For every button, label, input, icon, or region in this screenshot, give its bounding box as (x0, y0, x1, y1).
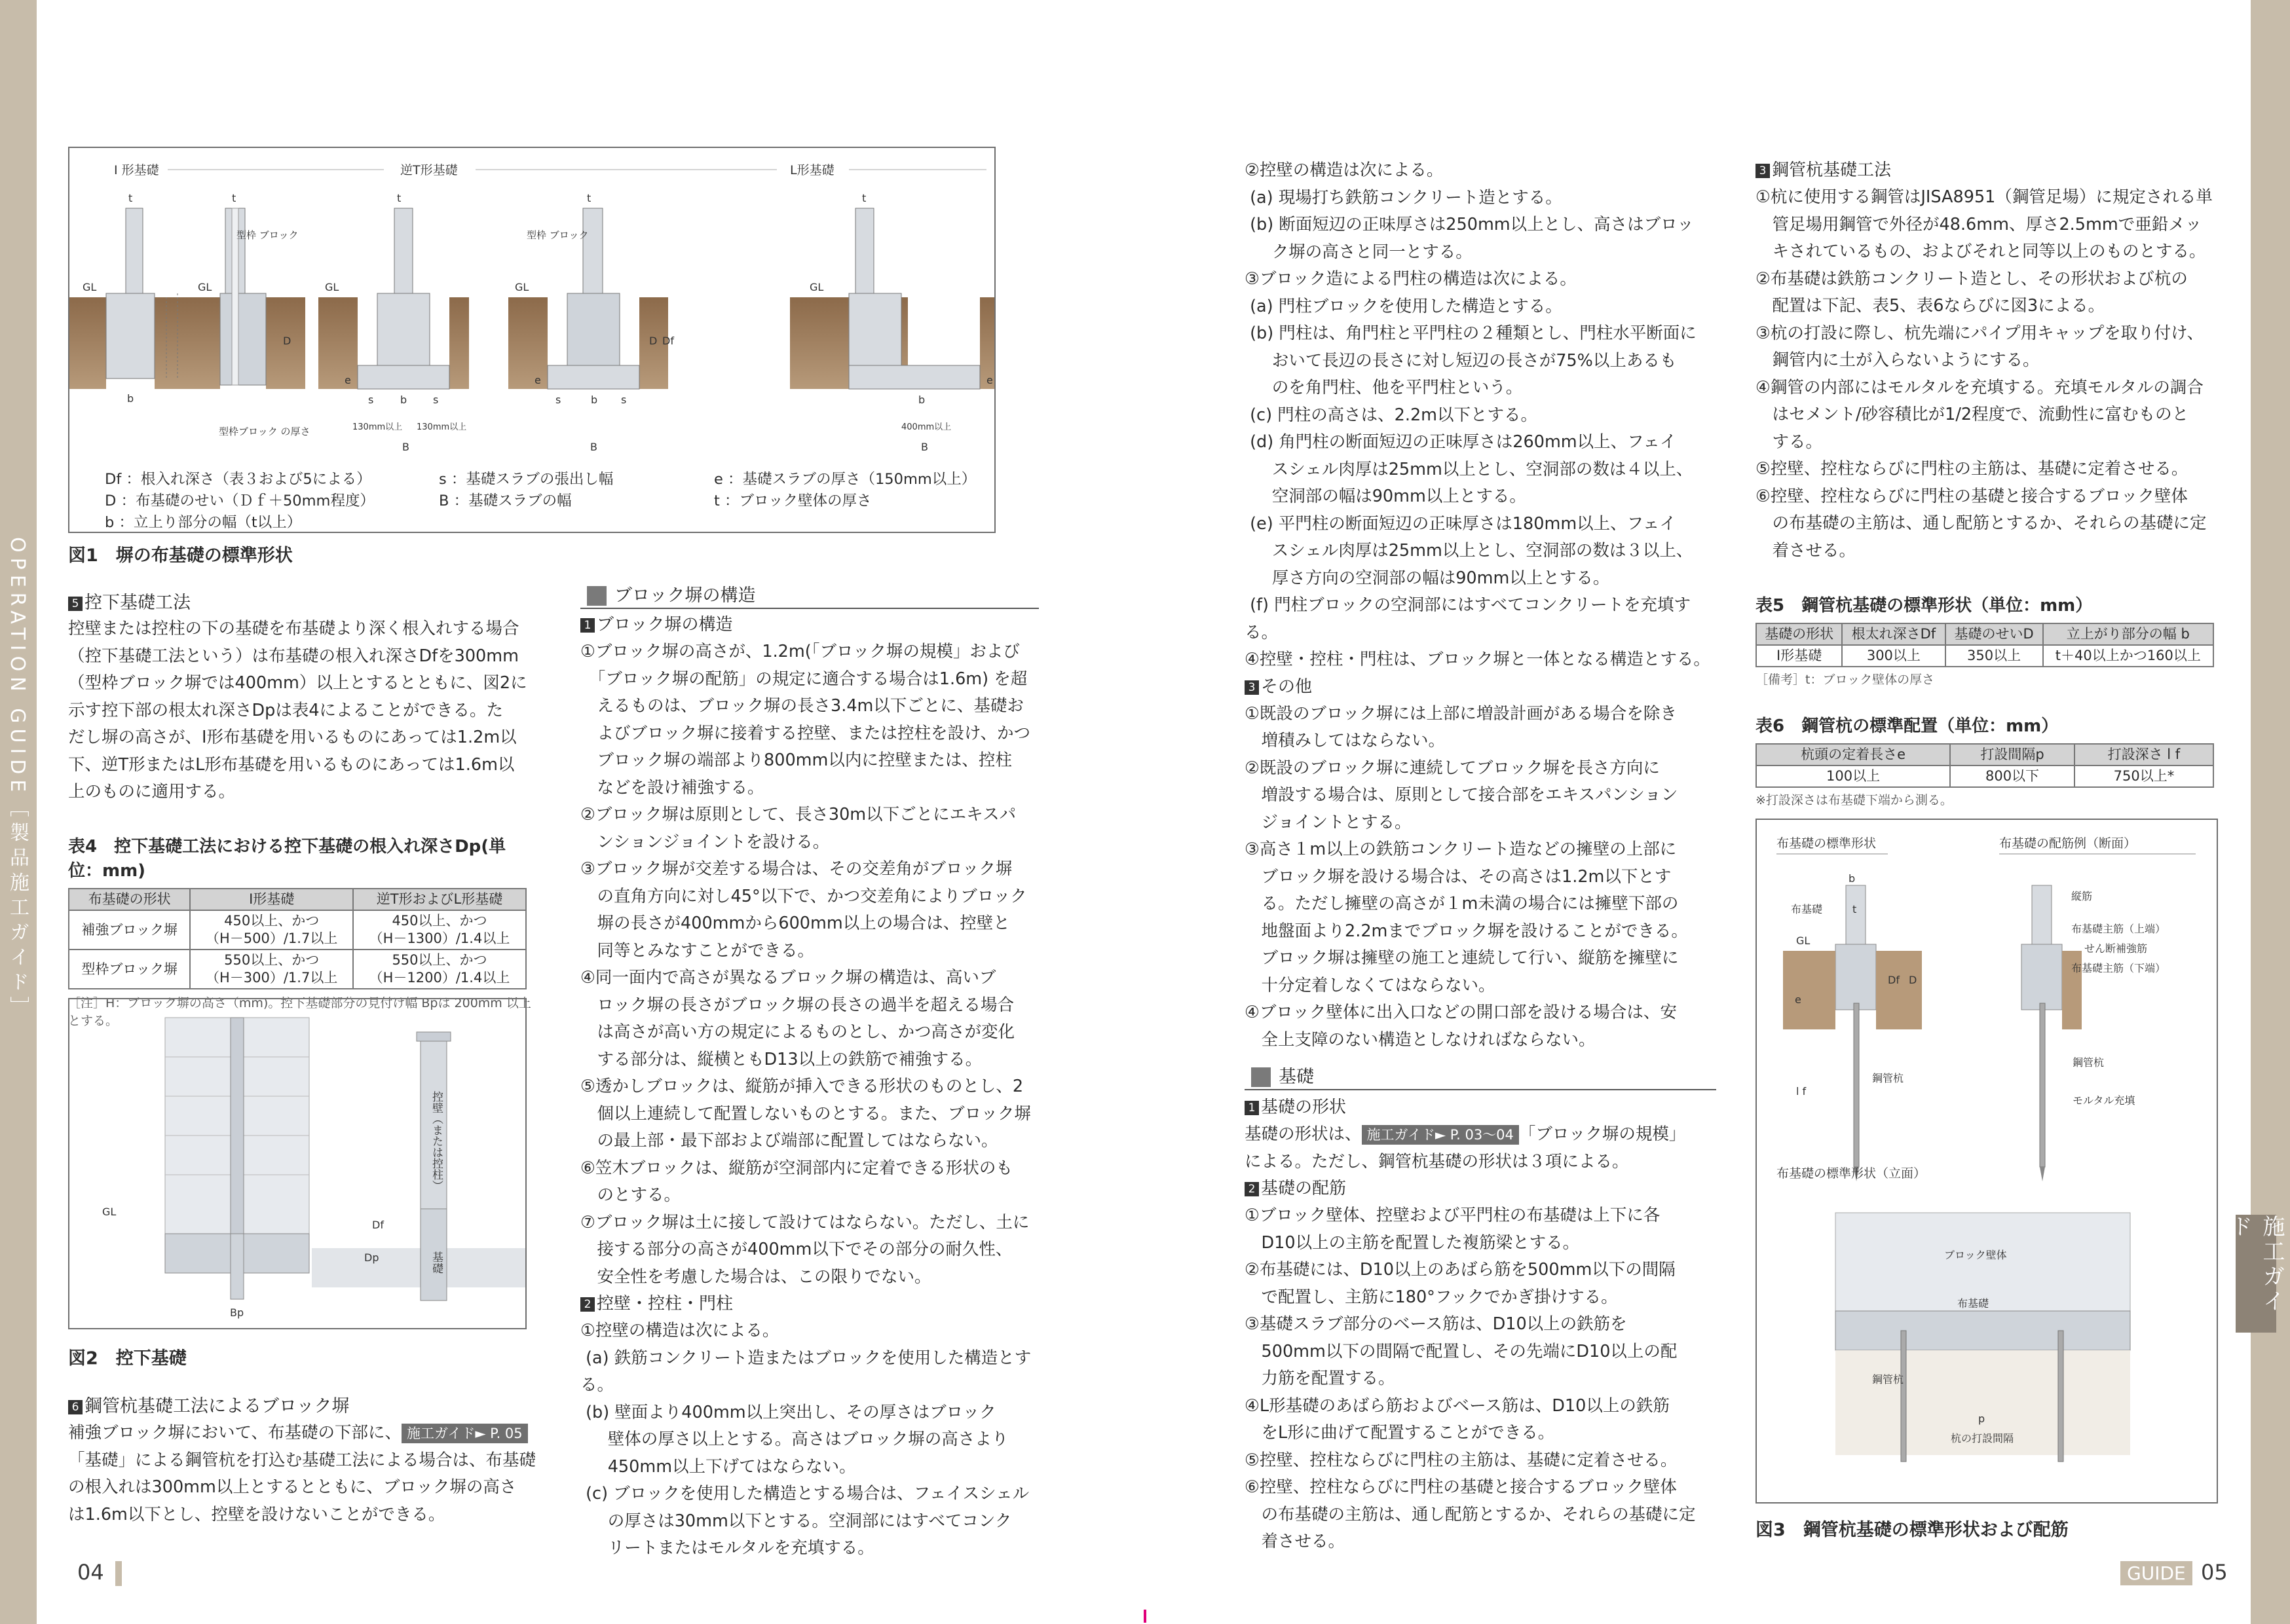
fig3-pitch: 杭の打設間隔 (1951, 1432, 2014, 1445)
page-number-right: 05 (2201, 1560, 2228, 1585)
col2-para1: ①ブロック塀の高さが、1.2m(「ブロック塀の規模」および 「ブロック塀の配筋」の規定に適合する場合は1.6m) を超 えるものは、ブロック塀の長さ3.4m以下ごとに、基礎お よびブロック塀に接着する控壁、または控柱を設け、かつ ブロック塀の端部より800mm以内に控壁または、控柱 などを設け補強する。 ②ブロック塀は原則として、長さ30m以下ごとにエキスパ ンションジョイントを設ける。 ③ブロック塀が交差する場合は、その交差角がブロック塀 の直角方向に対し45°以下で、かつ交差角によりブロック 塀の長さが400mmから600mm以上の場合は、控壁と 同等とみなすことができる。 ④同一面内で高さが異なるブロック塀の構造は、高いブ ロック塀の長さがブロック塀の長さの過半を超える場合 は高さが高い方の規定によるものとし、かつ高さが変化 する部分は、縦横ともD13以上の鉄筋で補強する。 ⑤透かしブロックは、縦筋が挿入できる形状のものとし、2 個以上連続して配置しないものとする。また、ブロック塀 の最上部・最下部および端部に配置してはならない。 ⑥笠木ブロックは、縦筋が空洞部内に定着できる形状のも のとする。 ⑦ブロック塀は土に接して設けてはならない。ただし、土に 接する部分の高さが400mm以下でその部分の耐久性、 安全性を考慮した場合は、この限りでない。 (580, 642, 1031, 1287)
col3-s1: 基礎の形状 (1261, 1098, 1347, 1117)
fig3-pile: 鋼管杭 (1872, 1072, 1904, 1084)
t4-h2: 逆T形およびL形基礎 (353, 889, 526, 910)
fig3-title1: 布基礎の標準形状 (1776, 836, 1877, 851)
table-5-title: 表5 鋼管杭基礎の標準形状（単位：mm） (1755, 596, 2093, 616)
right-margin-band (2251, 0, 2290, 1624)
t6-h0: 杭頭の定着長さe (1756, 744, 1950, 766)
fig3-sen: せん断補強筋 (2084, 942, 2148, 955)
t4-r1c2: 450以上、かつ （H－1300）/1.4以上 (353, 910, 526, 950)
table-6-note: ※打設深さは布基礎下端から測る。 (1755, 793, 1953, 807)
legend-B: B ：基礎スラブの幅 (439, 492, 572, 509)
t4-r1c0: 補強ブロック塀 (69, 910, 190, 950)
column-2 (580, 584, 1039, 1562)
left-vertical-label: OPERATION GUIDE［製品施工ガイド］ (6, 537, 29, 1022)
fig1-e3: e (345, 374, 351, 386)
table-6-title: 表6 鋼管杭の標準配置（単位：mm） (1755, 716, 2059, 736)
fig3-lower: 布基礎主筋（下端） (2071, 962, 2166, 974)
fig1-kata2: 型枠 ブロック (527, 229, 589, 241)
col3-para3: ①ブロック壁体、控壁および平門柱の布基礎は上下に各 D10以上の主筋を配置した複筋梁とする。 ②布基礎には、D10以上のあばら筋を500mm以下の間隔 で配置し、主筋に180°フックでかぎ掛けする。 ③基礎スラブ部分のベース筋は、D10以上の鉄筋を 500mm以下の間隔で配置し、その先端にD10以上の配 力筋を配置する。 ④L形基礎のあばら筋およびベース筋は、D10以上の鉄筋 をL形に曲げて配置することができる。 ⑤控壁、控柱ならびに門柱の主筋は、基礎に定着させる。 ⑥控壁、控柱ならびに門柱の基礎と接合するブロック壁体 の布基礎の主筋は、通し配筋とするか、それらの基礎に定 着させる。 (1245, 1206, 1696, 1551)
crop-mark (1144, 1610, 1146, 1623)
right-section-tab[interactable]: 施工ガイド (2236, 1215, 2276, 1333)
section-5 (68, 591, 533, 806)
fig3-df: Df (1888, 974, 1900, 986)
fig1-t1: t (128, 192, 133, 204)
t6-c1: 800以下 (1950, 766, 2074, 787)
figure-3-frame (1755, 819, 2218, 1504)
fig1-title-l: L形基礎 (790, 163, 835, 177)
fig1-s3b: s (433, 394, 439, 406)
col3-sub3-num: 3 (1245, 680, 1259, 695)
fig3-b: b (1849, 872, 1856, 885)
table-5-block (1755, 592, 2214, 688)
fig3-lf: l f (1796, 1085, 1807, 1098)
t4-h1: I形基礎 (190, 889, 353, 910)
fig3-title3: 布基礎の標準形状（立面） (1776, 1166, 1926, 1181)
fig1-s4b: s (621, 394, 627, 406)
sec6-body: 「基礎」による鋼管杭を打込む基礎工法による場合は、布基礎 の根入れは300mm以上とするとともに、ブロック塀の高さ は1.6m以下とし、控壁を設けないことができる。 (68, 1450, 536, 1524)
t5-c2: 350以上 (1945, 645, 2043, 667)
fig1-title-i: I 形基礎 (114, 163, 159, 177)
col2-sub2: 控壁・控柱・門柱 (597, 1294, 734, 1314)
fig3-tate: 縦筋 (2071, 890, 2093, 902)
fig1-130a: 130mm以上 (352, 422, 403, 432)
fig1-d4: D (649, 335, 658, 347)
fig2-hikae: 控壁（または控柱） (430, 1091, 443, 1191)
t5-c3: t＋40以上かつ160以上 (2043, 645, 2213, 667)
figure-2-frame (68, 998, 527, 1329)
fig1-gl3: GL (325, 281, 339, 293)
fig1-e4: e (535, 374, 541, 386)
col3-s1b: 「ブロック塀の規模」 (1518, 1124, 1686, 1144)
fig1-t4: t (587, 192, 591, 204)
t5-h0: 基礎の形状 (1756, 623, 1842, 645)
t5-c1: 300以上 (1842, 645, 1945, 667)
figure-3-caption: 図3 鋼管杭基礎の標準形状および配筋 (1755, 1520, 2069, 1540)
fig1-400: 400mm以上 (901, 422, 952, 432)
fig1-t3: t (397, 192, 402, 204)
fig1-B4: B (590, 441, 597, 453)
table-6 (1755, 743, 2214, 788)
fig1-df4: Df (662, 335, 674, 347)
fig1-gl2: GL (198, 281, 212, 293)
fig1-title-t: 逆T形基礎 (400, 163, 458, 177)
t4-r2c2: 550以上、かつ （H－1200）/1.4以上 (353, 950, 526, 989)
fig3-mortar: モルタル充填 (2073, 1094, 2135, 1107)
col4-para1: ①杭に使用する鋼管はJISA8951（鋼管足場）に規定される単 管足場用鋼管で外径が48.6mm、厚さ2.5mmで亜鉛メッ キされているもの、およびそれと同等以上のものとする。 ②布基礎は鉄筋コンクリート造とし、その形状および杭の 配置は下記、表5、表6ならびに図3による。 ③杭の打設に際し、杭先端にパイプ用キャップを取り付け、 鋼管内に土が入らないようにする。 ④鋼管の内部にはモルタルを充填する。充填モルタルの調合 はセメント/砂容積比が1/2程度で、流動性に富むものと する。 ⑤控壁、控柱ならびに門柱の主筋は、基礎に定着させる。 ⑥控壁、控柱ならびに門柱の基礎と接合するブロック壁体 の布基礎の主筋は、通し配筋とするか、それらの基礎に定 着させる。 (1755, 187, 2213, 561)
legend-b: b ：立上り部分の幅（t以上） (105, 514, 302, 531)
fig1-130b: 130mm以上 (417, 422, 467, 432)
col3-s1a: 基礎の形状は、 (1245, 1124, 1362, 1144)
t4-r1c1: 450以上、かつ （H－500）/1.7以上 (190, 910, 353, 950)
table-4-note: ［注］H：ブロック塀の高さ（mm)。控下基礎部分の見付け幅 Bpは 200mm 以上とする。 (68, 996, 531, 1028)
t4-r2c0: 型枠ブロック塀 (69, 950, 190, 989)
fig3-pile3: 鋼管杭 (1872, 1373, 1904, 1386)
fig2-gl: GL (102, 1206, 117, 1218)
legend-e: e ：基礎スラブの厚さ（150mm以上） (714, 471, 977, 488)
fig2-bp: Bp (230, 1306, 244, 1319)
t4-h0: 布基礎の形状 (69, 889, 190, 910)
legend-t: t ：ブロック壁体の厚さ (714, 492, 872, 509)
figure-3-drawing (1757, 820, 2217, 1502)
fig1-b1: b (127, 392, 134, 405)
fig3-p: p (1978, 1412, 1985, 1425)
fig1-gl1: GL (83, 281, 97, 293)
col3-s2-num: 2 (1245, 1182, 1259, 1196)
t6-h1: 打設間隔p (1950, 744, 2074, 766)
col2-sub2-num: 2 (580, 1297, 595, 1312)
col4-s3: 鋼管杭基礎工法 (1772, 160, 1892, 180)
figure-1-caption: 図1 塀の布基礎の標準形状 (68, 545, 293, 566)
sec5-title: 控下基礎工法 (84, 593, 191, 613)
figure-2-drawing (69, 999, 525, 1328)
fig3-upper: 布基礎主筋（上端） (2071, 923, 2166, 935)
fig1-s3a: s (368, 394, 374, 406)
fig1-B5: B (921, 441, 928, 453)
fig3-t: t (1852, 903, 1857, 915)
col2-sub1-num: 1 (580, 618, 595, 633)
heading-block-structure: ブロック塀の構造 (580, 584, 1039, 609)
col3-guide-link[interactable]: 施工ガイド► P. 03～04 (1362, 1125, 1519, 1145)
t6-h2: 打設深さ l f (2074, 744, 2213, 766)
page-number-left: 04 (77, 1560, 104, 1585)
fig1-b3: b (400, 394, 407, 406)
fig3-wall: ブロック壁体 (1944, 1249, 2007, 1261)
sec6-title: 鋼管杭基礎工法によるブロック塀 (84, 1396, 350, 1416)
fig1-gl5: GL (810, 281, 824, 293)
t5-h2: 基礎のせいD (1945, 623, 2043, 645)
col2-para2: ①控壁の構造は次による。 (a) 鉄筋コンクリート造またはブロックを使用した構造とする。 (b) 壁面より400mm以上突出し、その厚さはブロック 壁体の厚さ以上とする。高さはブロック塀の高さより 450mm以上下げてはならない。 (c) ブロックを使用した構造とする場合は、フェイスシェル の厚さは30mm以下とする。空洞部にはすべてコンク リートまたはモルタルを充填する。 (580, 1321, 1032, 1558)
table-5-note: ［備考］t：ブロック壁体の厚さ (1755, 673, 1935, 687)
t6-c2: 750以上* (2074, 766, 2213, 787)
figure-1-legend (105, 469, 983, 534)
fig1-b5: b (918, 394, 926, 406)
fig1-gl4: GL (515, 281, 529, 293)
fig1-t5: t (862, 192, 867, 204)
fig1-e5: e (986, 374, 993, 386)
fig2-dp: Dp (364, 1251, 379, 1264)
column-4 (1755, 157, 2221, 564)
table-4-title: 表4 控下基礎工法における控下基礎の根入れ深さDp(単位：mm) (68, 837, 506, 881)
col4-s3-num: 3 (1755, 164, 1770, 178)
fig1-katathick: 型枠ブロック の厚さ (219, 426, 310, 437)
col3-sub3: その他 (1261, 676, 1313, 697)
fig2-kiso: 基礎 (430, 1251, 443, 1274)
col3-s1-num: 1 (1245, 1101, 1259, 1115)
fig2-df: Df (372, 1219, 384, 1231)
sec5-number: 5 (68, 597, 83, 611)
col3-s2: 基礎の配筋 (1261, 1179, 1347, 1198)
table-5 (1755, 623, 2214, 667)
col2-sub1: ブロック塀の構造 (597, 615, 733, 635)
fig3-e: e (1795, 993, 1801, 1006)
fig3-pile2: 鋼管杭 (2073, 1056, 2105, 1069)
guide-label: GUIDE (2120, 1561, 2192, 1585)
legend-df: Df ：根入れ深さ（表３および5による） (105, 471, 371, 488)
fig1-s4a: s (555, 394, 561, 406)
fig3-nuno: 布基礎 (1791, 903, 1823, 915)
t5-c0: I形基礎 (1756, 645, 1842, 667)
col3-para1: ②控壁の構造は次による。 (a) 現場打ち鉄筋コンクリート造とする。 (b) 断面短辺の正味厚さは250mm以上とし、高さはブロッ ク塀の高さと同一とする。 ③ブロック造による門柱の構造は次による。 (a) 門柱ブロックを使用した構造とする。 (b) 門柱は、角門柱と平門柱の２種類とし、門柱水平断面に おいて長辺の長さに対し短辺の長さが75%以上あるも のを角門柱、他を平門柱という。 (c) 門柱の高さは、2.2m以下とする。 (d) 角門柱の断面短辺の正味厚さは260mm以上、フェイ スシェル肉厚は25mm以上とし、空洞部の数は４以上、 空洞部の幅は90mm以上とする。 (e) 平門柱の断面短辺の正味厚さは180mm以上、フェイ スシェル肉厚は25mm以上とし、空洞部の数は３以上、 厚さ方向の空洞部の幅は90mm以上とする。 (f) 門柱ブロックの空洞部にはすべてコンクリートを充填する。 ④控壁・控柱・門柱は、ブロック塀と一体となる構造とする。 (1245, 160, 1710, 669)
fig1-t2: t (232, 192, 236, 204)
sec5-body: 控壁または控柱の下の基礎を布基礎より深く根入れする場合 （控下基礎工法という）は布基礎の根入れ深さDfを300mm （型枠ブロック塀では400mm）以上とするとともに、図2に 示す控下部の根太れ深さDpは表4によることができる。た だし塀の高さが、I形布基礎を用いるものにあっては1.2m以 下、逆T形またはL形布基礎を用いるものにあっては1.6m以 上のものに適用する。 (68, 619, 527, 802)
legend-s: s ：基礎スラブの張出し幅 (439, 471, 614, 488)
heading-foundation: 基礎 (1245, 1065, 1716, 1090)
t5-h3: 立上がり部分の幅 b (2043, 623, 2213, 645)
fig3-nuno2: 布基礎 (1957, 1297, 1989, 1310)
fig3-gl: GL (1796, 934, 1811, 947)
table-4 (68, 888, 527, 989)
sec6-guide-link[interactable]: 施工ガイド► P. 05 (402, 1424, 528, 1443)
sec6-line1: 補強ブロック塀において、布基礎の下部に、 (68, 1423, 402, 1443)
page-number-left-bar (115, 1561, 122, 1586)
figure-2-caption: 図2 控下基礎 (68, 1348, 187, 1369)
legend-d: D ：布基礎のせい（Ｄｆ＋50mm程度） (105, 492, 375, 509)
t4-r2c1: 550以上、かつ （H－300）/1.7以上 (190, 950, 353, 989)
fig1-d2: D (283, 335, 291, 347)
sec6-number: 6 (68, 1400, 83, 1414)
fig3-d: D (1909, 974, 1917, 986)
fig1-b4: b (591, 394, 598, 406)
column-3 (1245, 157, 1716, 1556)
fig3-title2: 布基礎の配筋例（断面） (1999, 836, 2137, 851)
fig1-B3: B (402, 441, 409, 453)
t6-c0: 100以上 (1756, 766, 1950, 787)
fig1-kata1: 型枠 ブロック (236, 229, 299, 241)
section-6 (68, 1393, 540, 1528)
col3-para2: ①既設のブロック塀には上部に増設計画がある場合を除き 増積みしてはならない。 ②既設のブロック塀に連続してブロック塀を長さ方向に 増設する場合は、原則として接合部をエキスパンション ジョイントとする。 ③高さ１m以上の鉄筋コンクリート造などの擁壁の上部に ブロック塀を設ける場合は、その高さは1.2m以下とす る。ただし擁壁の高さが１m未満の場合には擁壁下部の 地盤面より2.2mまでブロック塀を設けることができる。 ブロック塀は擁壁の施工と連続して行い、縦筋を擁壁に 十分定着しなくてはならない。 ④ブロック壁体に出入口などの開口部を設ける場合は、安 全上支障のない構造としなければならない。 (1245, 703, 1688, 1050)
col3-s1c: による。ただし、鋼管杭基礎の形状は３項による。 (1245, 1151, 1629, 1172)
table-6-block (1755, 712, 2214, 808)
t5-h1: 根太れ深さDf (1842, 623, 1945, 645)
